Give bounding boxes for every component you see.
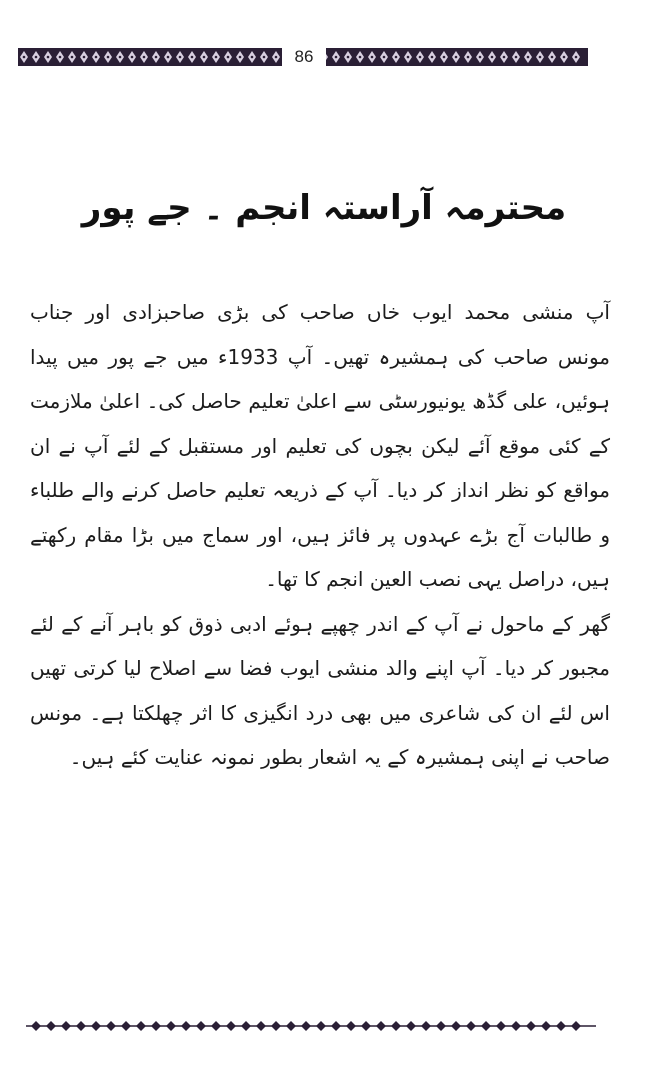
- footer-ornament-diamond: [376, 1021, 386, 1031]
- footer-ornament-diamond: [211, 1021, 221, 1031]
- header-ornament-dot: [431, 56, 434, 59]
- body-text: [30, 290, 610, 780]
- footer-ornament-diamond: [271, 1021, 281, 1031]
- header-ornament-dot: [95, 56, 98, 59]
- header-ornament-dot: [59, 56, 62, 59]
- header-ornament-dot: [119, 56, 122, 59]
- footer-ornament-diamond: [391, 1021, 401, 1031]
- header-ornament-dot: [179, 56, 182, 59]
- header-ornament-dot: [539, 56, 542, 59]
- header-ornament-dot: [155, 56, 158, 59]
- header-ornament-dot: [491, 56, 494, 59]
- footer-ornament-diamond: [511, 1021, 521, 1031]
- header-ornament-dot: [251, 56, 254, 59]
- footer-ornament-divider: [26, 1018, 596, 1034]
- header-ornament-dot: [503, 56, 506, 59]
- header-ornament-dot: [419, 56, 422, 59]
- header-ornament-dot: [239, 56, 242, 59]
- header-ornament-dot: [23, 56, 26, 59]
- header-ornament-dot: [515, 56, 518, 59]
- footer-ornament-diamond: [346, 1021, 356, 1031]
- header-ornament-dot: [83, 56, 86, 59]
- header-ornament-dot: [71, 56, 74, 59]
- header-ornament-dot: [383, 56, 386, 59]
- header-ornament-dot: [551, 56, 554, 59]
- footer-ornament-diamond: [556, 1021, 566, 1031]
- header-ornament-dot: [263, 56, 266, 59]
- footer-ornament-diamond: [316, 1021, 326, 1031]
- footer-ornament-diamond: [331, 1021, 341, 1031]
- footer-ornament-diamond: [151, 1021, 161, 1031]
- footer-ornament-diamond: [61, 1021, 71, 1031]
- footer-ornament-diamond: [451, 1021, 461, 1031]
- footer-ornament-diamond: [406, 1021, 416, 1031]
- header-ornament-dot: [47, 56, 50, 59]
- page-number: 86: [282, 46, 326, 68]
- footer-ornament-diamond: [571, 1021, 581, 1031]
- footer-ornament-diamond: [121, 1021, 131, 1031]
- header-ornament-dot: [443, 56, 446, 59]
- header-ornament-dot: [575, 56, 578, 59]
- footer-ornament-diamond: [466, 1021, 476, 1031]
- footer-ornament-diamond: [286, 1021, 296, 1031]
- header-ornament-dot: [395, 56, 398, 59]
- footer-ornament-diamond: [31, 1021, 41, 1031]
- header-ornament-dot: [527, 56, 530, 59]
- header-ornament-dot: [359, 56, 362, 59]
- header-ornament-dot: [347, 56, 350, 59]
- header-ornament-dot: [143, 56, 146, 59]
- footer-ornament-diamond: [541, 1021, 551, 1031]
- footer-ornament-diamond: [361, 1021, 371, 1031]
- footer-ornament-diamond: [301, 1021, 311, 1031]
- footer-ornament-diamond: [106, 1021, 116, 1031]
- header-ornament-dot: [203, 56, 206, 59]
- header-ornament-dot: [335, 56, 338, 59]
- header-ornament-dot: [467, 56, 470, 59]
- header-ornament-dot: [107, 56, 110, 59]
- header-ornament-dot: [563, 56, 566, 59]
- header-ornament-dot: [191, 56, 194, 59]
- footer-ornament-diamond: [241, 1021, 251, 1031]
- header-ornament-dot: [35, 56, 38, 59]
- paragraph-1: آپ منشی محمد ایوب خاں صاحب کی بڑی صاحبزادی اور جناب مونس صاحب کی ہمشیرہ تھیں۔ آپ 1933ء میں جے پور میں پیدا ہوئیں، علی گڈھ یونیورسٹی سے اعلیٰ تعلیم حاصل کی۔ اعلیٰ ملازمت کے کئی موقع آئے لیکن بچوں کی تعلیم اور مستقبل کے لئے آپ نے ان مواقع کو نظر انداز کر دیا۔ آپ کے ذریعہ تعلیم حاصل کرنے والے طلباء و طالبات آج بڑے عہدوں پر فائز ہیں، اور سماج میں بڑا مقام رکھتے ہیں، دراصل یہی نصب العین انجم کا تھا۔: [30, 300, 610, 591]
- header-ornament-dot: [167, 56, 170, 59]
- footer-ornament-diamond: [91, 1021, 101, 1031]
- header-ornament-dot: [275, 56, 278, 59]
- footer-ornament-diamond: [526, 1021, 536, 1031]
- header-ornament-dot: [215, 56, 218, 59]
- paragraph-2: گھر کے ماحول نے آپ کے اندر چھپے ہوئے ادبی ذوق کو باہر آنے کے لئے مجبور کر دیا۔ آپ اپنے والد منشی ایوب فضا سے اصلاح لیا کرتی تھیں اس لئے ان کی شاعری میں بھی درد انگیزی کا اثر چھلکتا ہے۔ مونس صاحب نے اپنی ہمشیرہ کے یہ اشعار بطور نمونہ عنایت کئے ہیں۔: [30, 611, 610, 769]
- footer-ornament-diamond: [196, 1021, 206, 1031]
- footer-ornament-diamond: [496, 1021, 506, 1031]
- footer-ornament-diamond: [421, 1021, 431, 1031]
- header-ornament-dot: [227, 56, 230, 59]
- page-title: محترمہ آراستہ انجم ۔ جے پور: [81, 188, 567, 228]
- footer-ornament-diamond: [46, 1021, 56, 1031]
- header-ornament-dot: [131, 56, 134, 59]
- header-ornament-dot: [371, 56, 374, 59]
- footer-ornament-diamond: [181, 1021, 191, 1031]
- header-ornament-dot: [407, 56, 410, 59]
- footer-ornament-diamond: [436, 1021, 446, 1031]
- footer-ornament-diamond: [76, 1021, 86, 1031]
- footer-ornament-diamond: [481, 1021, 491, 1031]
- header-ornament-dot: [455, 56, 458, 59]
- header-ornament-dot: [479, 56, 482, 59]
- footer-ornament-diamond: [256, 1021, 266, 1031]
- footer-ornament-diamond: [226, 1021, 236, 1031]
- footer-ornament-diamond: [166, 1021, 176, 1031]
- footer-ornament-diamond: [136, 1021, 146, 1031]
